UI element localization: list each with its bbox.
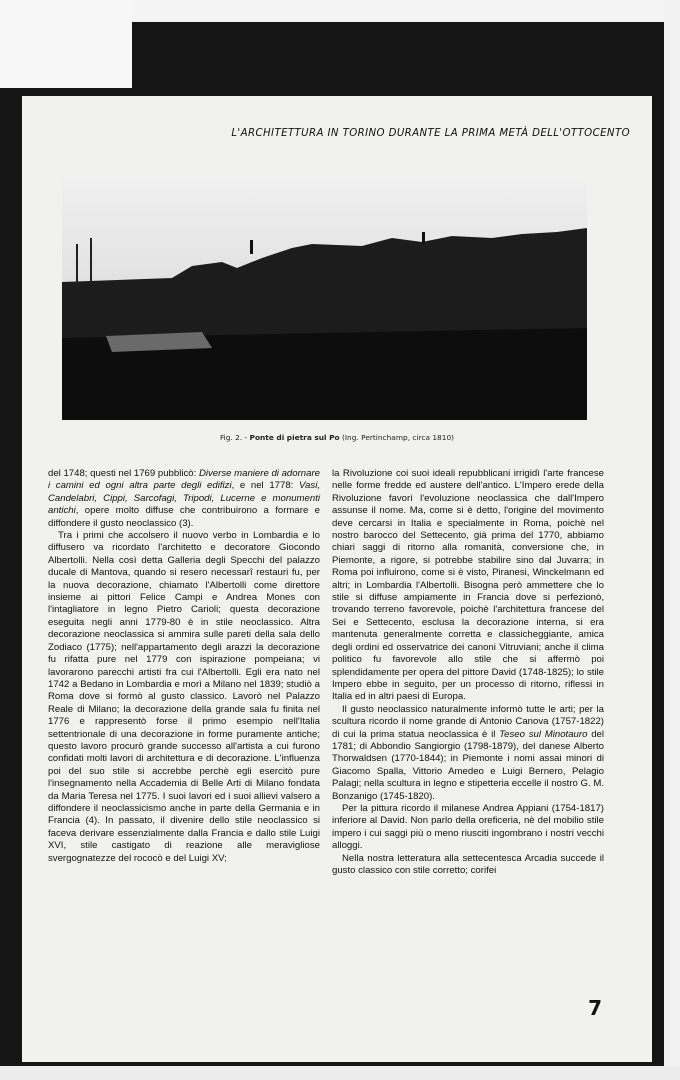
- left-text-column: [48, 468, 320, 865]
- scan-right-margin: [664, 0, 680, 1080]
- text-run: Il gusto neoclassico naturalmente informò tutte le arti; per la scultura ricordo il nome grande di Antonio Canova (1757-1822) di cui la prima statua neoclassica è il: [332, 703, 604, 740]
- scan-bottom-margin: [0, 1066, 680, 1080]
- right-paragraph-4: Nella nostra letteratura alla settecentesca Arcadia succede il gusto classico con stile corretto; corifei: [332, 852, 604, 876]
- bridge-photo-image: [62, 178, 587, 420]
- page-number: 7: [588, 996, 602, 1020]
- right-text-column: [332, 468, 604, 877]
- text-run: del 1781; di Abbondio Sangiorgio (1798-1879), del danese Alberto Thorwaldsen (1770-1844); in Piemonte i nomi assai minori di Giacomo Spalla, Vittorio Amedeo e Luigi Bernero, Pelagio Palagi; nella scultura in legno e stipetteria eccelle il nostro G. M. Bonzanigo (1745-1820).: [332, 728, 605, 802]
- right-paragraph-3: Per la pittura ricordo il milanese Andrea Appiani (1754-1817) inferiore al David. Non parlo della oreficeria, nè del mobilio stile impero i cui saggi più o meno riusciti ingombrano i nostri vecchi alloggi.: [332, 802, 604, 852]
- book-title-italic: Vasi, Candelabri, Cippi, Sarcofagi, Tripodi, Lucerne e monumenti antichi: [48, 480, 320, 517]
- book-title-italic: Diverse maniere di adornare i camini ed ogni altra parte degli edifizi: [48, 468, 320, 492]
- caption-suffix: (Ing. Pertinchamp, circa 1810): [339, 433, 455, 442]
- right-paragraph-2: [332, 704, 604, 803]
- left-paragraph-1: [48, 468, 320, 530]
- book-page: [22, 96, 652, 1062]
- text-run: del 1748; questi nel 1769 pubblicò:: [48, 468, 199, 479]
- running-header: L'ARCHITETTURA IN TORINO DURANTE LA PRIMA METÀ DELL'OTTOCENTO: [231, 128, 630, 139]
- bridge-photograph: [62, 178, 587, 420]
- text-run: , e nel 1778:: [231, 480, 300, 492]
- right-paragraph-1: la Rivoluzione coi suoi ideali repubblicani irrigidì l'arte francese nelle forme fredde ed austere dell'antico. L'Impero erede della Rivoluzione favorì l'evoluzione neoclassica che dall'Impero assunse il nome. Ma, come si è detto, l'origine del movimento deve cercarsi in Italia e specialmente in Roma, poichè nel nostro barocco del Settecento, già prima del 1770, abbiamo chiari saggi di ritorno alla romanità, conversione che, in Piemonte, a rigore, si potrebbe stabilire sino dal Juvarra; in Roma poi influirono, come si è visto, Piranesi, Winckelmann ed altri; in Lombardia l'Albertolli. Bisogna però ammettere che lo stile si diffuse ampiamente in Francia dove si perfezionò, trovando terreno favorevole, poichè l'architettura francese del Sei e Settecento, esclusa la decorazione interna, si era mantenuta generalmente corretta e classicheggiante, amica degli ordini ed osservatrice dei canoni Vitruviani; anche il clima politico fu favorevole allo stile che si affermò poi splendidamente per opera del pittore David (1748-1825); lo stile Impero ebbe in seguito, per un processo di ritorno, riflessi in Italia ed in altri paesi di Europa.: [332, 468, 604, 703]
- figure-caption: [22, 433, 652, 442]
- artwork-title-italic: Teseo sul Minotauro: [499, 728, 588, 740]
- scan-corner-blank: [0, 0, 132, 88]
- caption-prefix: Fig. 2. -: [219, 433, 250, 442]
- left-paragraph-2: Tra i primi che accolsero il nuovo verbo in Lombardia e lo diffusero va ricordato l'architetto e decoratore Giocondo Albertolli. Nella così detta Galleria degli Specchi del palazzo ducale di Mantova, quando si resero necessarî restauri fu, per la nuova decorazione, chiamato l'Albertolli come direttore insieme ai pittori Felice Campi e Andrea Mones con l'intagliatore in legno Pietro Carioli; questa decorazione eseguita negli anni 1779-80 è in stile neoclassico. Altra decorazione neoclassica si ammira sulle pareti della sala dello Zodiaco (1775); nell'appartamento degli arazzi la decorazione fu rifatta pure nel 1779 con ispirazione pompeiana; vi lavorarono parecchi artisti fra cui l'Albertolli. Egli era nato nel 1742 a Bedano in Lombardia e morì a Milano nel 1839; studiò a Roma dove si formò al gusto classico. Lavorò nel Palazzo Reale di Milano; la decorazione della grande sala fu finita nel 1776 e rappresentò forse il primo esempio nell'Italia settentrionale di una decorazione in forme puramente antiche; questo lavoro procurò grande successo all'artista a cui furono confidati molti lavori di architettura e di decorazione. L'influenza poi del suo stile si accrebbe perchè egli esercitò pure l'insegnamento nella Accademia di Belle Arti di Milano fondata da Maria Teresa nel 1775. I suoi lavori ed i suoi allievi valsero a diffondere il neoclassicismo anche in parte della Germania e in Francia (4). In passato, il divenire dello stile neoclassico si faceva derivare essenzialmente dalla Francia e dallo stile Luigi XVI, stile castigato di reazione alle meravigliose svergognatezze del rococò e del Luigi XV;: [48, 530, 320, 864]
- caption-title: Ponte di pietra sul Po: [249, 433, 340, 442]
- text-run: , opere molto diffuse che contribuirono a formare e diffondere il gusto neoclassico (3).: [48, 505, 320, 529]
